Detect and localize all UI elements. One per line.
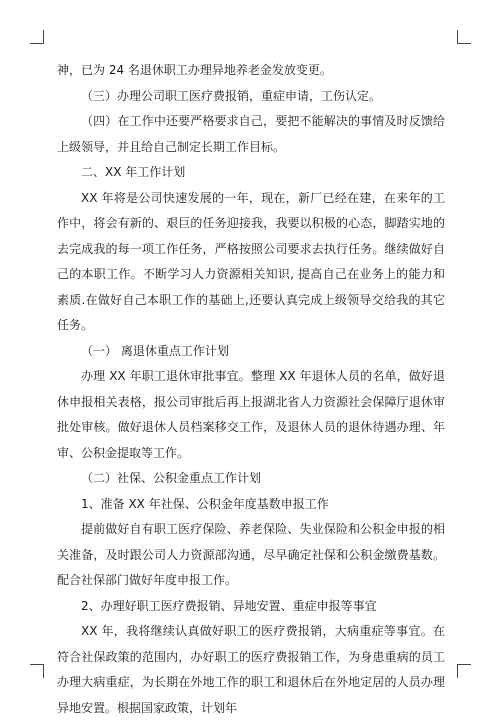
subheading-medical: 2、办理好职工医疗费报销、异地安置、重症申报等事宜	[81, 598, 377, 613]
paragraph-continuation: 神，已为 24 名退休职工办理异地养老金发放变更。	[57, 63, 332, 77]
paragraph-retirement: 办理 XX 年职工退休审批事宜。整理 XX 年退休人员的名单，做好退休申报相关表格，报公司审批后再上报湖北省人力资源社会保障厅退休审批处审核。做好退休人员档案移交工作，及退休人员的退休待遇办理、年审、公积金提取等工作。	[57, 369, 445, 460]
crop-mark-top-right	[457, 30, 471, 44]
paragraph-plan-intro: XX 年将是公司快速发展的一年，现在，新厂已经在建，在来年的工作中，将会有新的、艰巨的任务迎接我，我要以积极的心态，脚踏实地的去完成我的每一项工作任务，严格按照公司要求去执行任务。继续做好自己的本职工作。不断学习人力资源相关知识, 提高自己在业务上的能力和素质.在做好自己本职工作的基础上,还要认真完成上级领导交给我的其它任务。	[57, 190, 445, 332]
paragraph-item-3: （三）办理公司职工医疗费报销，重症申请，工伤认定。	[81, 88, 382, 103]
paragraph-base-declaration: 提前做好自有职工医疗保险、养老保险、失业保险和公积金申报的相关准备，及时跟公司人力资源部沟通，尽早确定社保和公积金缴费基数。配合社保部门做好年度申报工作。	[57, 522, 445, 587]
paragraph-medical: XX 年，我将继续认真做好职工的医疗费报销，大病重症等事宜。在符合社保政策的范围内，办好职工的医疗费报销工作，为身患重病的员工办理大病重症，为长期在外地工作的职工和退休后在外地定居的人员办理异地安置。根据国家政策，计划年	[57, 624, 445, 715]
crop-mark-top-left	[30, 30, 44, 44]
subheading-base-declaration: 1、准备 XX 年社保、公积金年度基数申报工作	[81, 496, 329, 511]
crop-mark-bottom-right	[457, 664, 471, 678]
subheading-retirement: （一） 离退休重点工作计划	[81, 343, 229, 358]
paragraph-item-4: （四）在工作中还要严格要求自己，要把不能解决的事情及时反馈给上级领导，并且给自己制定长期工作目标。	[57, 114, 445, 154]
crop-mark-bottom-left	[30, 664, 44, 678]
subheading-social-security: （二）社保、公积金重点工作计划	[81, 471, 262, 485]
section-heading-plan: 二、XX 年工作计划	[81, 165, 186, 179]
document-body	[57, 58, 445, 721]
